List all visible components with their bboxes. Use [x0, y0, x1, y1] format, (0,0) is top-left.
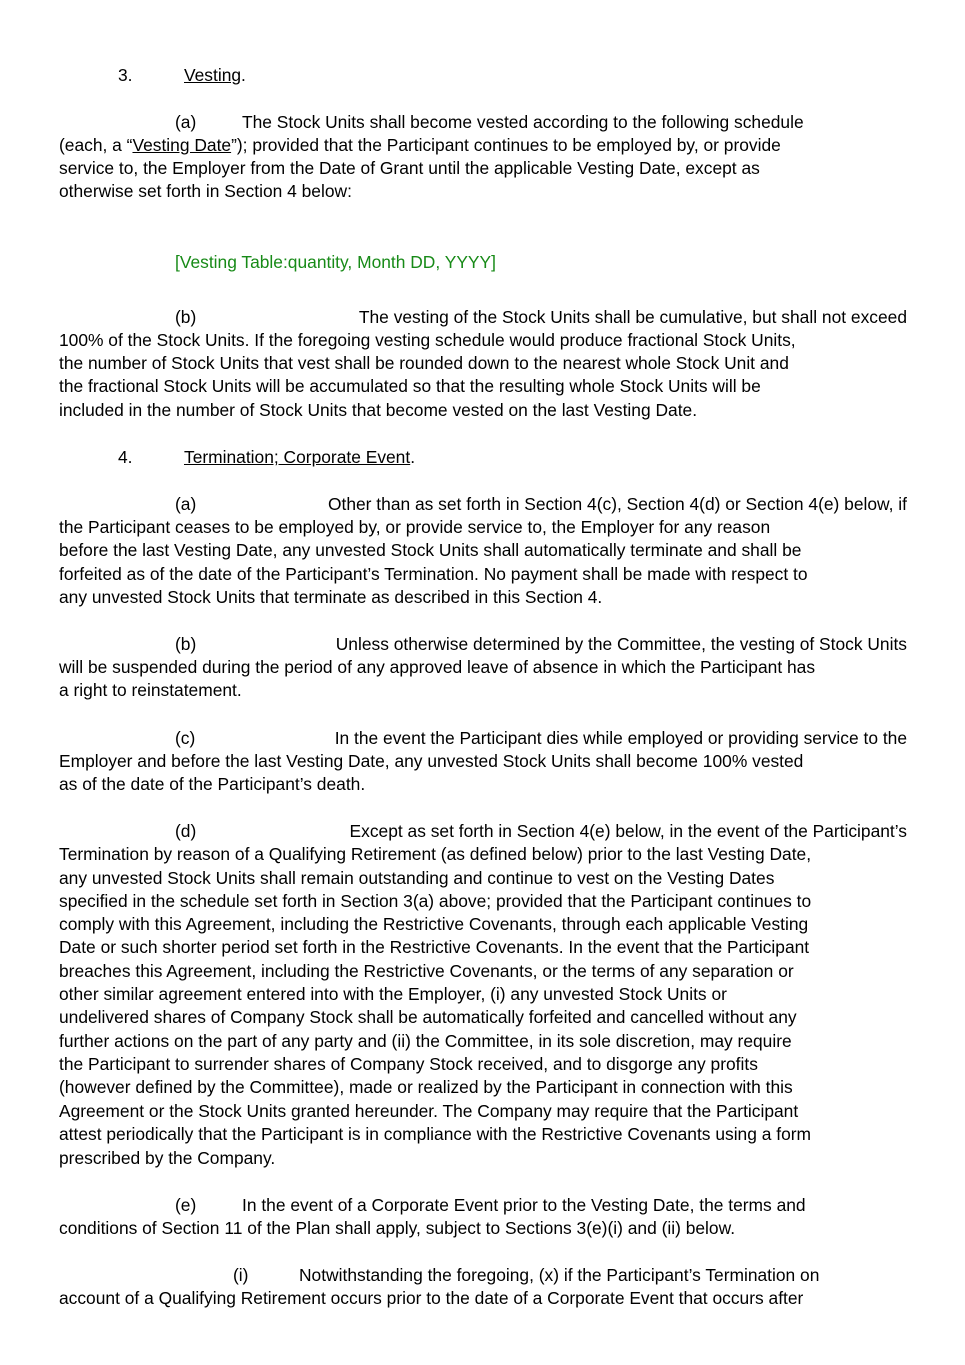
paragraph-label: (i) — [233, 1265, 249, 1285]
section-title: Termination; Corporate Event — [184, 447, 411, 467]
paragraph-label: (a) — [175, 112, 197, 132]
section-title: Vesting — [184, 65, 242, 85]
section-number: 4. — [118, 447, 133, 467]
paragraph-label: (e) — [175, 1195, 197, 1215]
paragraph-label: (c) — [175, 728, 196, 748]
paragraph-label: (a) — [175, 494, 197, 514]
paragraph-label: (d) — [175, 821, 197, 841]
section-number: 3. — [118, 65, 133, 85]
paragraph-label: (b) — [175, 307, 197, 327]
vesting-table-placeholder: [Vesting Table:quantity, Month DD, YYYY] — [175, 252, 496, 272]
defined-term: Vesting Date — [132, 135, 232, 155]
paragraph-label: (b) — [175, 634, 197, 654]
